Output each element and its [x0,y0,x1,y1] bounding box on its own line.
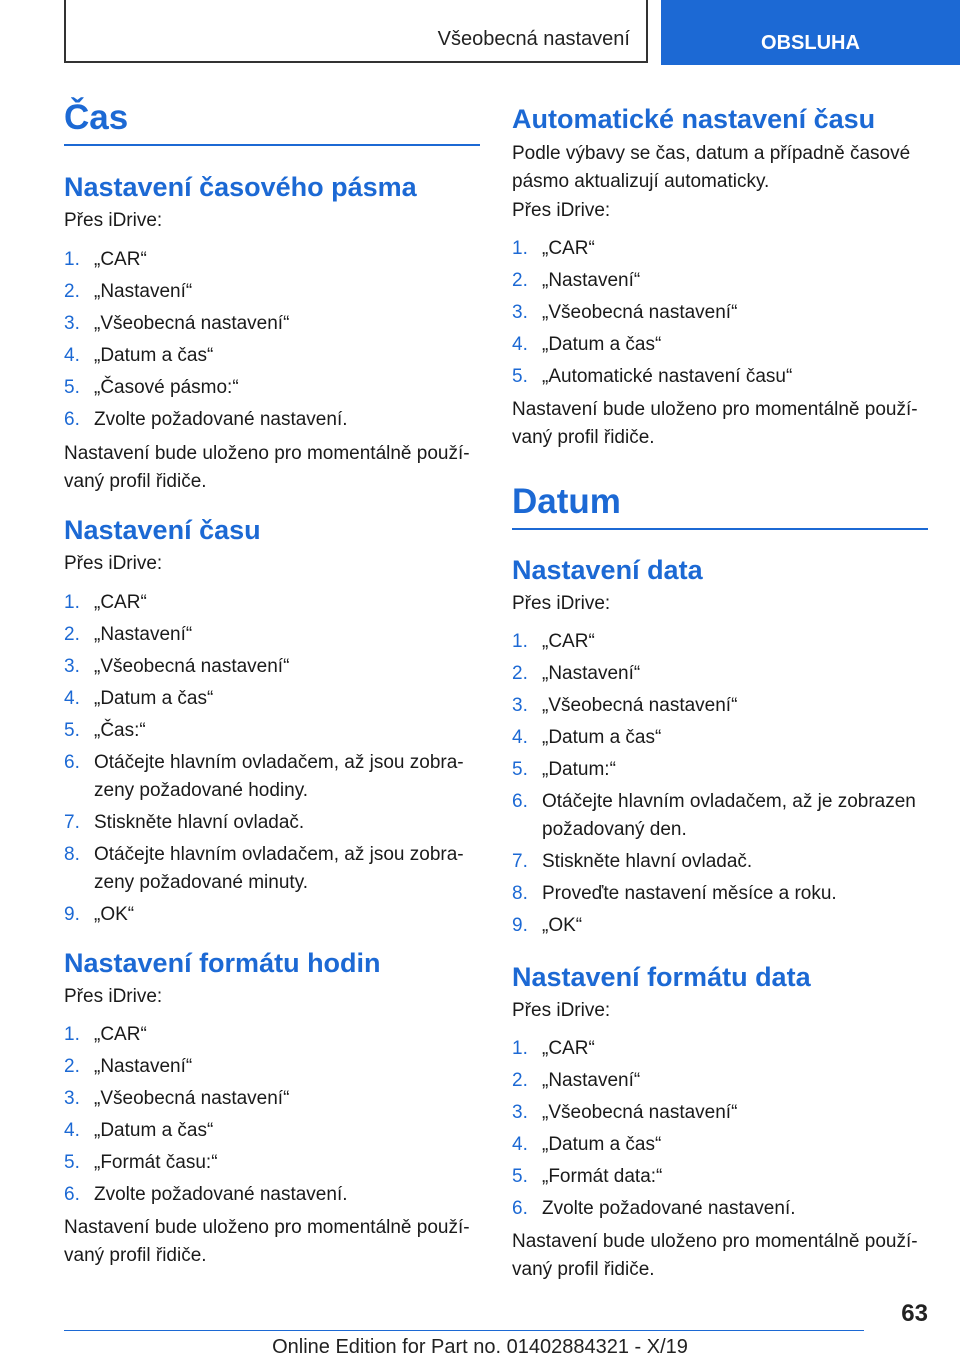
step-text: „Nastavení“ [542,270,641,291]
step-item [64,406,480,434]
step-text: Zvolte požadované nastavení. [94,409,348,430]
chapter-title-datum: Datum [512,482,928,530]
step-item [64,1085,480,1113]
step-number: 3. [512,1102,528,1123]
note-date-format: Nastavení bude uloženo pro momentálně použí‐vaný profil řidiče. [512,1231,918,1280]
step-text: „Nastavení“ [542,663,641,684]
step-item [64,589,480,617]
heading-time: Nastavení času [64,515,261,545]
step-number: 1. [64,592,80,613]
step-text: „Datum a čas“ [542,334,662,355]
step-text: „Formát času:“ [94,1152,218,1173]
step-text: „Datum a čas“ [94,1120,214,1141]
step-number: 2. [64,281,80,302]
step-text: „Všeobecná nastavení“ [542,302,738,323]
step-item [512,1163,928,1191]
step-text: Otáčejte hlavním ovladačem, až je zobrazen požadovaný den. [542,791,916,840]
step-text: „CAR“ [542,631,595,652]
step-item [512,1035,928,1063]
step-text: „Formát data:“ [542,1166,663,1187]
step-text: „Všeobecná nastavení“ [94,313,290,334]
step-item [512,363,928,391]
desc-auto-time: Podle výbavy se čas, datum a případně časové pásmo aktualizují automaticky. [512,143,911,192]
intro-clock-format: Přes iDrive: [64,986,163,1007]
heading-timezone: Nastavení časového pásma [64,172,417,202]
step-number: 2. [512,1070,528,1091]
note-clock-format: Nastavení bude uloženo pro momentálně použí‐vaný profil řidiče. [64,1217,470,1266]
step-item [64,717,480,745]
step-item [512,692,928,720]
step-item [64,749,480,805]
step-item [512,628,928,656]
step-number: 1. [64,249,80,270]
step-text: Otáčejte hlavním ovladačem, až jsou zobra‐zeny požadované hodiny. [94,752,464,801]
step-number: 5. [64,720,80,741]
step-item [64,342,480,370]
step-number: 6. [512,791,528,812]
step-number: 2. [64,624,80,645]
step-item [64,1053,480,1081]
step-text: Stiskněte hlavní ovladač. [542,851,753,872]
step-number: 6. [512,1198,528,1219]
step-text: Zvolte požadované nastavení. [94,1184,348,1205]
step-text: „CAR“ [94,1024,147,1045]
step-item [64,901,480,929]
step-number: 4. [64,688,80,709]
step-item [64,809,480,837]
step-text: Stiskněte hlavní ovladač. [94,812,305,833]
step-text: „CAR“ [542,238,595,259]
step-number: 9. [64,904,80,925]
step-number: 4. [512,1134,528,1155]
step-text: „CAR“ [542,1038,595,1059]
step-text: „CAR“ [94,592,147,613]
note-timezone: Nastavení bude uloženo pro momentálně použí‐vaný profil řidiče. [64,443,470,492]
step-item [512,267,928,295]
step-item [512,724,928,752]
step-item [512,1099,928,1127]
step-item [512,912,928,940]
step-item [64,310,480,338]
step-number: 3. [64,313,80,334]
step-text: „Nastavení“ [94,1056,193,1077]
step-item [64,653,480,681]
step-text: „Všeobecná nastavení“ [94,1088,290,1109]
step-number: 5. [512,366,528,387]
step-item [64,1021,480,1049]
step-text: „Datum:“ [542,759,616,780]
step-number: 1. [64,1024,80,1045]
intro-timezone: Přes iDrive: [64,210,163,231]
step-item [64,278,480,306]
step-number: 4. [64,345,80,366]
step-number: 4. [512,727,528,748]
steps-timezone [64,246,480,438]
step-text: „Datum a čas“ [542,1134,662,1155]
step-number: 6. [64,1184,80,1205]
step-item [64,374,480,402]
step-text: „Datum a čas“ [94,345,214,366]
step-text: „Nastavení“ [94,624,193,645]
heading-clock-format: Nastavení formátu hodin [64,948,381,978]
steps-time [64,589,480,933]
steps-auto-time [512,235,928,395]
intro-date: Přes iDrive: [512,593,611,614]
step-number: 5. [64,377,80,398]
step-text: „Nastavení“ [94,281,193,302]
step-item [64,246,480,274]
step-text: Proveďte nastavení měsíce a roku. [542,883,837,904]
step-text: „Všeobecná nastavení“ [542,1102,738,1123]
heading-auto-time: Automatické nastavení času [512,104,876,134]
step-text: „Nastavení“ [542,1070,641,1091]
step-item [512,235,928,263]
step-number: 4. [512,334,528,355]
step-text: „Datum a čas“ [94,688,214,709]
step-number: 6. [64,752,80,773]
step-item [512,880,928,908]
step-item [512,848,928,876]
step-number: 6. [64,409,80,430]
step-number: 2. [512,270,528,291]
heading-date: Nastavení data [512,555,703,585]
step-item [64,1149,480,1177]
header-tab [661,0,960,65]
step-text: „OK“ [542,915,583,936]
intro-auto-time: Přes iDrive: [512,200,611,221]
step-number: 1. [512,1038,528,1059]
intro-date-format: Přes iDrive: [512,1000,611,1021]
step-item [512,1131,928,1159]
steps-date-format [512,1035,928,1227]
step-text: „Všeobecná nastavení“ [542,695,738,716]
step-text: „Automatické nastavení času“ [542,366,793,387]
step-number: 8. [512,883,528,904]
chapter-title-cas: Čas [64,98,480,146]
footer-edition: Online Edition for Part no. 01402884321 - X/19 [272,1336,688,1358]
step-number: 3. [64,656,80,677]
step-text: „OK“ [94,904,135,925]
step-number: 5. [64,1152,80,1173]
step-number: 4. [64,1120,80,1141]
page-number: 63 [901,1300,928,1327]
step-number: 8. [64,844,80,865]
step-number: 1. [512,631,528,652]
step-item [512,660,928,688]
step-number: 3. [512,302,528,323]
step-item [64,621,480,649]
header-tab-label: OBSLUHA [761,32,860,54]
step-text: „Datum a čas“ [542,727,662,748]
step-number: 5. [512,759,528,780]
step-item [512,756,928,784]
step-text: „Časové pásmo:“ [94,377,239,398]
header-section-title: Všeobecná nastavení [437,28,630,50]
step-number: 7. [64,812,80,833]
step-item [64,1117,480,1145]
step-number: 7. [512,851,528,872]
step-text: Zvolte požadované nastavení. [542,1198,796,1219]
step-number: 2. [64,1056,80,1077]
step-number: 5. [512,1166,528,1187]
step-item [64,1181,480,1209]
intro-time: Přes iDrive: [64,553,163,574]
step-item [512,331,928,359]
step-item [512,1195,928,1223]
step-item [64,685,480,713]
heading-date-format: Nastavení formátu data [512,962,811,992]
footer-divider [64,1330,864,1331]
step-text: Otáčejte hlavním ovladačem, až jsou zobra‐zeny požadované minuty. [94,844,464,893]
step-item [512,1067,928,1095]
step-number: 2. [512,663,528,684]
step-item [64,841,480,897]
note-auto-time: Nastavení bude uloženo pro momentálně použí‐vaný profil řidiče. [512,399,918,448]
step-text: „Všeobecná nastavení“ [94,656,290,677]
step-item [512,788,928,844]
step-number: 3. [512,695,528,716]
step-item [512,299,928,327]
step-number: 3. [64,1088,80,1109]
steps-date [512,628,928,944]
step-number: 1. [512,238,528,259]
step-text: „CAR“ [94,249,147,270]
step-number: 9. [512,915,528,936]
step-text: „Čas:“ [94,720,146,741]
steps-clock-format [64,1021,480,1213]
